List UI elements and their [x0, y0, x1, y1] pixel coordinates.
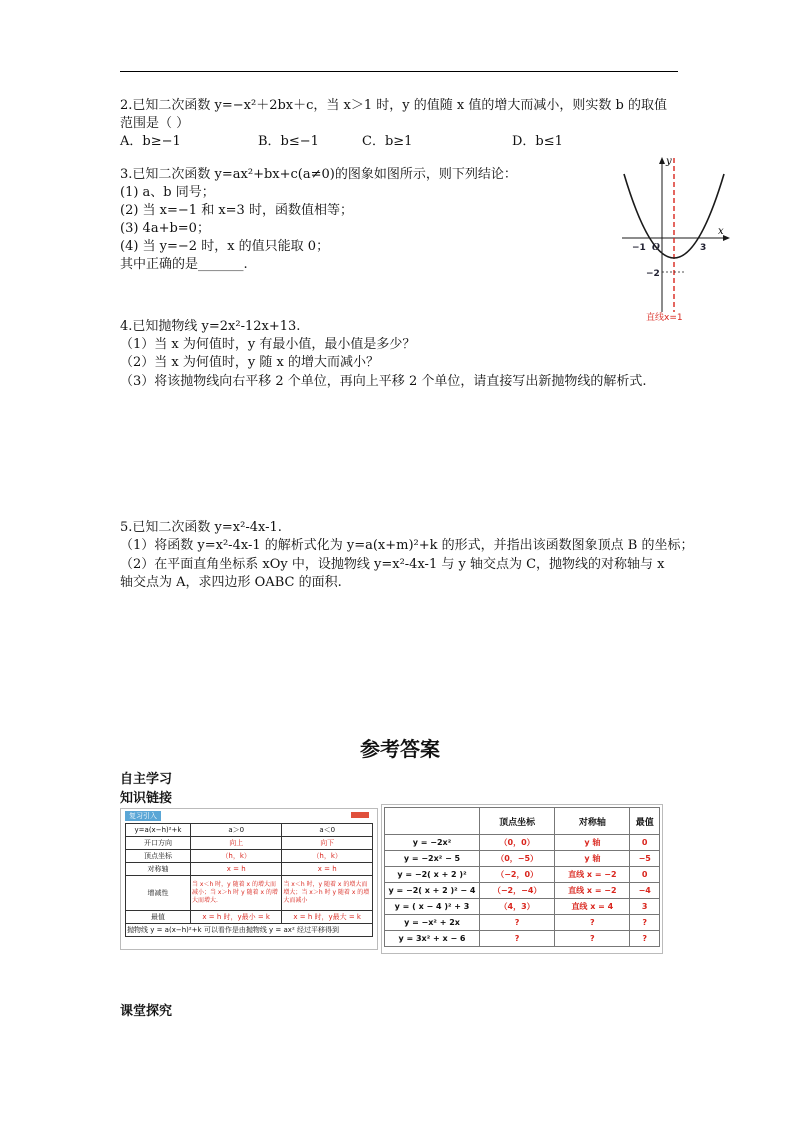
answers-title: 参考答案	[360, 737, 440, 761]
q2-line1: 2.已知二次函数 y=−x²＋2bx＋c，当 x＞1 时，y 的值随 x 值的增大而减小，则实数 b 的取值	[120, 98, 667, 113]
q5-line3: （2）在平面直角坐标系 xOy 中，设抛物线 y=x²-4x-1 与 y 轴交点为 C，抛物线的对称轴与 x	[120, 557, 665, 572]
vt-cell: 直线 x = −2	[555, 883, 630, 899]
review-banner: 复习引入	[125, 811, 161, 821]
rt-cell: x = h 时，y最小 = k	[191, 911, 282, 924]
top-rule	[120, 71, 678, 72]
vertex-table-image	[381, 804, 663, 954]
vt-cell: 直线 x = −2	[555, 867, 630, 883]
rt-cell: （h，k）	[282, 850, 373, 863]
rt-cell: 当 x＜h 时，y 随着 x 的增大而增大；当 x＞h 时 y 随着 x 的增大而减小	[282, 876, 373, 911]
rt-footer: 抛物线 y = a(x−h)²+k 可以看作是由抛物线 y = ax² 经过平移得到	[126, 924, 373, 937]
vt-cell: y = −x² + 2x	[385, 915, 480, 931]
q3-line1: 3.已知二次函数 y=ax²+bx+c(a≠0)的图象如图所示，则下列结论：	[120, 167, 517, 182]
vertex-table	[384, 807, 660, 947]
rt-cell: 增减性	[126, 876, 191, 911]
choice-a: A．b≥−1	[120, 134, 181, 149]
banner-logo	[351, 812, 369, 818]
vt-cell: y = ( x − 4 )² + 3	[385, 899, 480, 915]
section-self-study: 自主学习	[120, 772, 173, 787]
tick-neg1: −1	[632, 243, 646, 253]
vt-cell: y = −2( x + 2 )²	[385, 867, 480, 883]
vt-cell: （0，−5）	[480, 851, 555, 867]
vt-cell: 0	[630, 867, 660, 883]
rt-cell: 当 x＜h 时，y 随着 x 的增大而减小；当 x＞h 时 y 随着 x 的增大而增大.	[191, 876, 282, 911]
q5-line2: （1）将函数 y=x²-4x-1 的解析式化为 y=a(x+m)²+k 的形式，并指出该函数图象顶点 B 的坐标；	[120, 538, 694, 553]
q5-line1: 5.已知二次函数 y=x²-4x-1.	[120, 520, 282, 535]
choice-b: B．b≤−1	[258, 134, 319, 149]
rt-head-0: y=a(x−h)²+k	[126, 824, 191, 837]
vt-cell: y 轴	[555, 835, 630, 851]
q5-line4: 轴交点为 A，求四边形 OABC 的面积.	[120, 575, 342, 590]
rt-cell: 顶点坐标	[126, 850, 191, 863]
y-axis-label: y	[666, 156, 672, 167]
rt-cell: x = h	[282, 863, 373, 876]
origin-label: O	[652, 243, 660, 253]
q4-line4: （3）将该抛物线向右平移 2 个单位，再向上平移 2 个单位，请直接写出新抛物线的解析式.	[120, 374, 647, 389]
vt-cell: ?	[630, 931, 660, 947]
section-knowledge-link: 知识链接	[120, 791, 173, 806]
vt-cell: y = −2( x + 2 )² − 4	[385, 883, 480, 899]
choice-c: C．b≥1	[362, 134, 413, 149]
q4-line2: （1）当 x 为何值时，y 有最小值，最小值是多少？	[120, 337, 416, 352]
x-axis-label: x	[718, 226, 724, 237]
y-axis-arrow	[659, 157, 665, 164]
vt-cell: ?	[555, 931, 630, 947]
vt-head-0	[385, 808, 480, 835]
q4-line1: 4.已知抛物线 y=2x²-12x+13.	[120, 319, 301, 334]
vt-cell: −4	[630, 883, 660, 899]
vt-cell: （−2，−4）	[480, 883, 555, 899]
vt-cell: 3	[630, 899, 660, 915]
q3-line4: (3) 4a+b=0；	[120, 221, 210, 236]
rt-cell: （h，k）	[191, 850, 282, 863]
rt-cell: 开口方向	[126, 837, 191, 850]
rt-cell: 对称轴	[126, 863, 191, 876]
vt-cell: y = −2x²	[385, 835, 480, 851]
choice-d: D．b≤1	[512, 134, 563, 149]
rt-cell: 向上	[191, 837, 282, 850]
parabola-graph	[602, 152, 734, 324]
review-table-image	[120, 808, 378, 950]
rt-head-2: a＜0	[282, 824, 373, 837]
section-class-inquiry: 课堂探究	[120, 1004, 173, 1019]
q2-line2: 范围是（ ）	[120, 116, 190, 131]
q3-line2: (1) a、b 同号；	[120, 185, 215, 200]
vt-cell: ?	[480, 931, 555, 947]
rt-head-1: a＞0	[191, 824, 282, 837]
vt-cell: y = 3x² + x − 6	[385, 931, 480, 947]
review-table	[125, 823, 373, 937]
q3-line5: (4) 当 y=−2 时，x 的值只能取 0；	[120, 239, 330, 254]
tick-3: 3	[700, 243, 707, 253]
vt-head-2: 对称轴	[555, 808, 630, 835]
q4-line3: （2）当 x 为何值时，y 随 x 的增大而减小？	[120, 355, 379, 370]
vt-cell: （−2，0）	[480, 867, 555, 883]
tick-neg2: −2	[646, 269, 660, 279]
rt-cell: x = h	[191, 863, 282, 876]
vt-cell: 直线 x = 4	[555, 899, 630, 915]
review-banner-row	[121, 809, 377, 823]
vt-head-1: 顶点坐标	[480, 808, 555, 835]
vt-cell: y 轴	[555, 851, 630, 867]
vt-cell: ?	[480, 915, 555, 931]
rt-cell: 最值	[126, 911, 191, 924]
vt-head-3: 最值	[630, 808, 660, 835]
vt-cell: ?	[555, 915, 630, 931]
vt-cell: ?	[630, 915, 660, 931]
axis-caption: 直线x=1	[646, 313, 683, 323]
vt-cell: −5	[630, 851, 660, 867]
q3-line6: 其中正确的是_______.	[120, 257, 248, 272]
q2-choices	[120, 133, 563, 151]
vt-cell: （0，0）	[480, 835, 555, 851]
rt-cell: 向下	[282, 837, 373, 850]
q3-line3: (2) 当 x=−1 和 x=3 时，函数值相等；	[120, 203, 353, 218]
rt-cell: x = h 时，y最大 = k	[282, 911, 373, 924]
vt-cell: 0	[630, 835, 660, 851]
x-axis-arrow	[723, 235, 730, 241]
vt-cell: y = −2x² − 5	[385, 851, 480, 867]
vt-cell: （4，3）	[480, 899, 555, 915]
